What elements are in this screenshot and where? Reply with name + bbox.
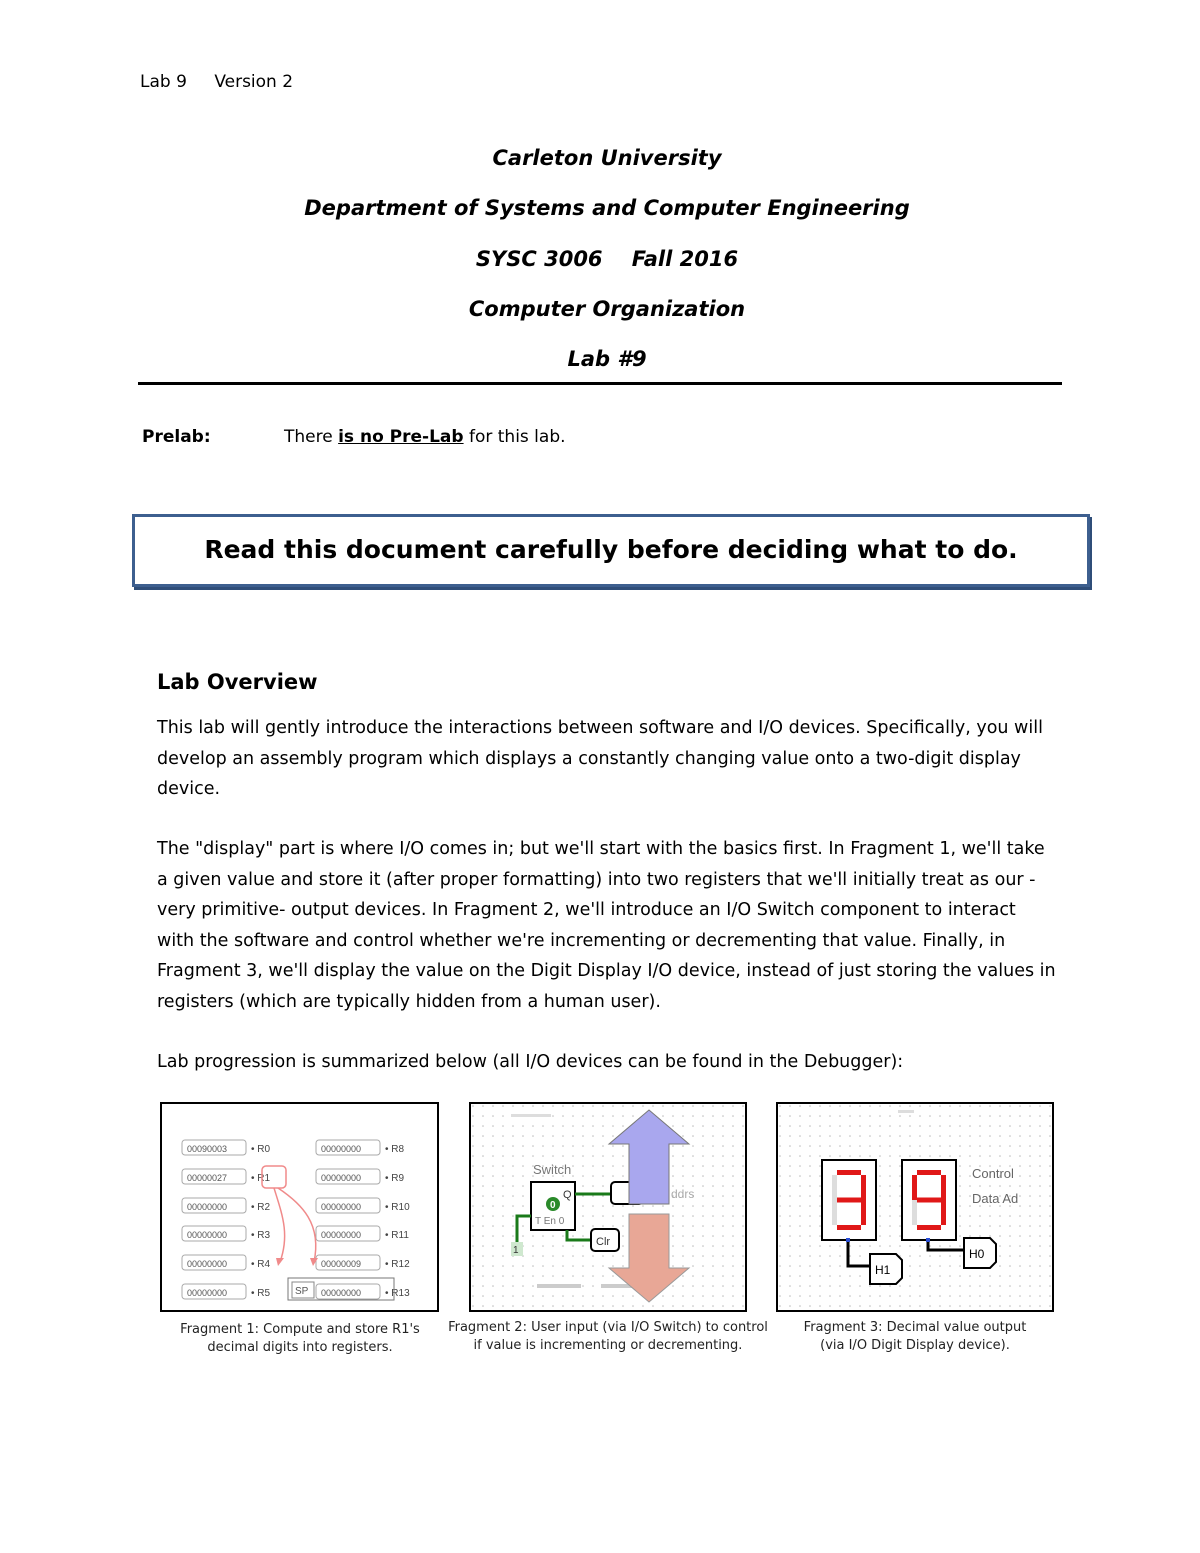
digit-display-diagram xyxy=(778,1104,1052,1310)
register-R3-value: 00000000 xyxy=(187,1230,228,1240)
decor-bar xyxy=(898,1110,914,1113)
decor-bar-3 xyxy=(511,1114,551,1117)
figure-1-caption-line-2: decimal digits into registers. xyxy=(207,1340,393,1355)
switch-state: 0 xyxy=(550,1200,556,1211)
figure-3-caption-line-2: (via I/O Digit Display device). xyxy=(820,1338,1010,1353)
segment-a xyxy=(917,1170,941,1175)
addr-label: ddrs xyxy=(671,1187,695,1201)
segment-f xyxy=(832,1175,837,1200)
register-R13-label: • R13 xyxy=(385,1288,410,1299)
clr-label: Clr xyxy=(596,1236,611,1248)
segment-g xyxy=(917,1198,941,1203)
figure-2-caption-line-2: if value is incrementing or decrementing. xyxy=(473,1338,743,1353)
segment-c xyxy=(941,1200,946,1225)
register-R9-label: • R9 xyxy=(385,1173,405,1184)
figure-switch xyxy=(469,1102,747,1312)
register-R5-value: 00000000 xyxy=(187,1288,228,1298)
register-R2-label: • R2 xyxy=(251,1202,271,1213)
figure-3-caption xyxy=(760,1319,1070,1355)
register-R3-label: • R3 xyxy=(251,1230,271,1241)
register-R11-value: 00000000 xyxy=(321,1230,362,1240)
figure-registers xyxy=(160,1102,439,1312)
title-subject: Computer Organization xyxy=(468,297,746,321)
figure-digit-display xyxy=(776,1102,1054,1312)
decor-bar-1 xyxy=(537,1284,581,1288)
register-R1-value: 00000027 xyxy=(187,1173,228,1183)
segment-d xyxy=(837,1225,861,1230)
register-R5-label: • R5 xyxy=(251,1288,271,1299)
figure-2-caption-line-1: Fragment 2: User input (via I/O Switch) to control xyxy=(448,1320,768,1335)
title-rule xyxy=(138,382,1062,385)
register-R11-label: • R11 xyxy=(385,1230,409,1241)
segment-e xyxy=(912,1200,917,1225)
register-R9-value: 00000000 xyxy=(321,1173,362,1183)
h0-label: H0 xyxy=(969,1247,985,1261)
switch-diagram xyxy=(471,1104,745,1310)
data-address-label: Data Ad xyxy=(972,1191,1019,1206)
segment-e xyxy=(832,1200,837,1225)
register-R1-label: • R1 xyxy=(251,1173,271,1184)
header-lab: Lab 9 xyxy=(140,72,187,92)
switch-q-label: Q xyxy=(563,1189,572,1201)
register-R13-value: 00000000 xyxy=(321,1288,362,1298)
register-R12-label: • R12 xyxy=(385,1259,410,1270)
page-header xyxy=(140,72,293,92)
prelab-emphasis: is no Pre-Lab xyxy=(338,427,464,447)
header-version: Version 2 xyxy=(214,72,294,92)
overview-heading: Lab Overview xyxy=(157,670,318,694)
register-R4-label: • R4 xyxy=(251,1259,271,1270)
register-R4-value: 00000000 xyxy=(187,1259,228,1269)
sp-label: SP xyxy=(295,1286,309,1297)
prelab-text xyxy=(284,427,566,447)
register-R8-value: 00000000 xyxy=(321,1144,362,1154)
figure-1-caption-line-1: Fragment 1: Compute and store R1's xyxy=(180,1322,420,1337)
register-R0-label: • R0 xyxy=(251,1144,271,1155)
prelab-after: for this lab. xyxy=(463,427,566,447)
register-R8-label: • R8 xyxy=(385,1144,405,1155)
figure-2-caption xyxy=(440,1319,776,1355)
prelab-before: There xyxy=(284,427,339,447)
overview-paragraph-2: The "display" part is where I/O comes in; but we'll start with the basics first. In Fragment 1, we'll take a given value and store it (after proper formatting) into two registers that we'll initially treat as our -very primitive- output devices. In Fragment 2, we'll introduce an I/O Switch component to interact with the software and control whether we're incrementing or decrementing that value. Finally, in Fragment 3, we'll display the value on the Digit Display I/O device, instead of just storing the values in registers (which are typically hidden from a human user). xyxy=(157,839,1056,1012)
input-label: 1 xyxy=(513,1245,519,1256)
segment-b xyxy=(941,1175,946,1200)
prelab-label: Prelab: xyxy=(142,427,211,447)
overview-paragraph-1: This lab will gently introduce the interactions between software and I/O devices. Specifically, you will develop an assembly program which displays a constantly changing value onto a two-digit display device. xyxy=(157,718,1043,799)
switch-en-label: T En 0 xyxy=(535,1216,565,1227)
h1-label: H1 xyxy=(875,1263,891,1277)
register-R2-value: 00000000 xyxy=(187,1202,228,1212)
title-department: Department of Systems and Computer Engineering xyxy=(304,196,910,220)
segment-b xyxy=(861,1175,866,1200)
title-course: SYSC 3006 Fall 2016 xyxy=(475,247,739,271)
title-lab: Lab #9 xyxy=(567,347,647,371)
registers-diagram xyxy=(162,1104,437,1310)
register-R10-value: 00000000 xyxy=(321,1202,362,1212)
figure-1-caption xyxy=(140,1321,460,1357)
register-R12-value: 00000009 xyxy=(321,1259,362,1269)
notice-text: Read this document carefully before deciding what to do. xyxy=(204,535,1018,564)
segment-c xyxy=(861,1200,866,1225)
segment-d xyxy=(917,1225,941,1230)
pin-h1 xyxy=(846,1238,850,1242)
title-university: Carleton University xyxy=(492,146,722,170)
segment-f xyxy=(912,1175,917,1200)
switch-label: Switch xyxy=(533,1162,572,1177)
control-label: Control xyxy=(972,1166,1014,1181)
segment-a xyxy=(837,1170,861,1175)
figure-3-caption-line-1: Fragment 3: Decimal value output xyxy=(803,1320,1027,1335)
pin-h0 xyxy=(926,1238,930,1242)
register-R10-label: • R10 xyxy=(385,1202,410,1213)
segment-g xyxy=(837,1198,861,1203)
overview-paragraph-3: Lab progression is summarized below (all I/O devices can be found in the Debugger): xyxy=(157,1052,904,1072)
register-R0-value: 00090003 xyxy=(187,1144,228,1154)
